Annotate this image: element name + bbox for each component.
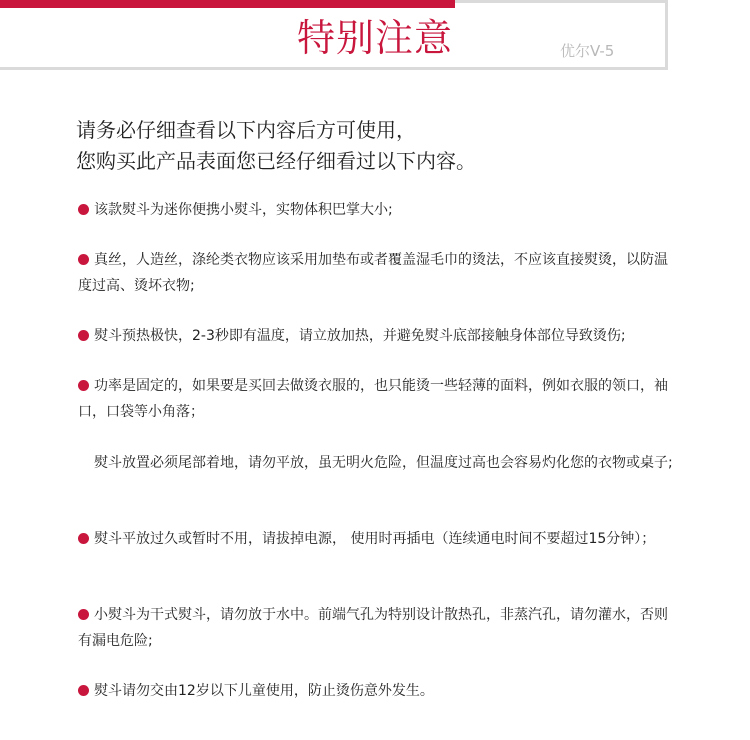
notice-item xyxy=(78,450,676,476)
bullet-dot-icon xyxy=(78,685,89,696)
notice-item xyxy=(78,678,676,704)
page-title: 特别注意 xyxy=(296,16,453,60)
notice-item xyxy=(78,602,676,654)
bullet-dot-icon xyxy=(78,330,89,341)
notice-item xyxy=(78,247,676,299)
notice-text: 熨斗放置必须尾部着地，请勿平放，虽无明火危险，但温度过高也会容易灼化您的衣物或桌子; xyxy=(94,455,673,471)
intro-text xyxy=(76,115,696,177)
notice-item xyxy=(78,373,676,425)
notice-text: 该款熨斗为迷你便携小熨斗，实物体积巴掌大小; xyxy=(94,202,393,218)
bullet-dot-icon xyxy=(78,204,89,215)
notice-item xyxy=(78,526,676,552)
bullet-dot-icon xyxy=(78,254,89,265)
notice-text: 功率是固定的，如果要是买回去做烫衣服的，也只能烫一些轻薄的面料，例如衣服的领口，袖口，口袋等小角落； xyxy=(78,378,668,420)
bullet-dot-icon xyxy=(78,380,89,391)
header-divider xyxy=(455,0,668,3)
notice-text: 真丝，人造丝，涤纶类衣物应该采用加垫布或者覆盖湿毛巾的烫法，不应该直接熨烫，以防温度过高、烫坏衣物; xyxy=(78,252,668,294)
notice-text: 熨斗预热极快，2-3秒即有温度，请立放加热，并避免熨斗底部接触身体部位导致烫伤; xyxy=(94,328,626,344)
notice-text: 小熨斗为干式熨斗，请勿放于水中。前端气孔为特别设计散热孔，非蒸汽孔，请勿灌水，否则有漏电危险; xyxy=(78,607,668,649)
bullet-dot-icon xyxy=(78,533,89,544)
notice-item xyxy=(78,197,676,223)
notice-text: 熨斗平放过久或暂时不用，请拔掉电源， 使用时再插电（连续通电时间不要超过15分钟）； xyxy=(94,531,656,547)
notice-text: 熨斗请勿交由12岁以下儿童使用，防止烫伤意外发生。 xyxy=(94,683,434,699)
header-accent-bar xyxy=(0,0,455,8)
notice-item xyxy=(78,323,676,349)
bullet-dot-icon xyxy=(78,609,89,620)
intro-line-1: 请务必仔细查看以下内容后方可使用， xyxy=(76,118,416,142)
model-label: 优尔V-5 xyxy=(560,42,615,60)
intro-line-2: 您购买此产品表面您已经仔细看过以下内容。 xyxy=(76,149,476,173)
